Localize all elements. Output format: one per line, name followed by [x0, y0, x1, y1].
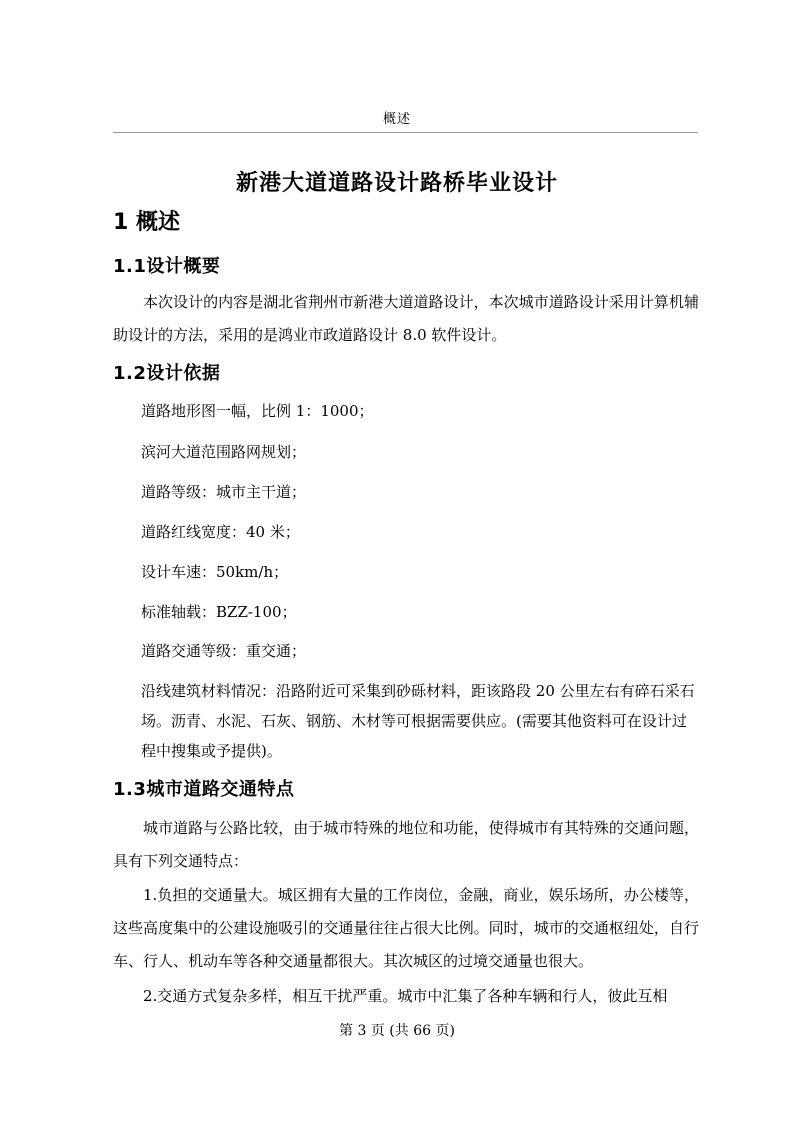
section-heading-1-2: 1.2设计依据 [113, 363, 221, 384]
section-heading-1-3: 1.3城市道路交通特点 [113, 779, 295, 800]
list-item: 道路地形图一幅，比例 1：1000； [141, 402, 374, 420]
list-item: 沿线建筑材料情况：沿路附近可采集到砂砾材料，距该路段 20 公里左右有碎石采石场。沥青、水泥、石灰、钢筋、木材等可根据需要供应。(需要其他资料可在设计过程中搜集或予提供)。 [141, 682, 695, 760]
paragraph-traffic-point-1: 1.负担的交通量大。城区拥有大量的工作岗位，金融，商业，娱乐场所，办公楼等，这些高度集中的公建设施吸引的交通量往往占很大比例。同时，城市的交通枢纽处，自行车、行人、机动车等各种交通量都很大。其次城区的过境交通量也很大。 [113, 886, 699, 970]
list-item: 滨河大道范围路网规划； [141, 443, 307, 461]
paragraph-traffic-intro: 城市道路与公路比较，由于城市特殊的地位和功能，使得城市有其特殊的交通问题，具有下列交通特点： [113, 819, 699, 870]
document-title: 新港大道道路设计路桥毕业设计 [235, 171, 558, 196]
section-heading-1-1: 1.1设计概要 [113, 256, 221, 277]
list-item: 道路红线宽度：40 米； [141, 523, 300, 541]
list-item: 标准轴载：BZZ-100； [141, 603, 297, 621]
page-footer: 第 3 页 (共 66 页) [339, 1023, 455, 1039]
paragraph-traffic-point-2: 2.交通方式复杂多样，相互干扰严重。城市中汇集了各种车辆和行人，彼此互相 [143, 987, 668, 1005]
header-divider [113, 132, 698, 133]
paragraph-design-overview: 本次设计的内容是湖北省荆州市新港大道道路设计，本次城市道路设计采用计算机辅助设计的方法，采用的是鸿业市政道路设计 8.0 软件设计。 [113, 293, 699, 344]
list-item: 道路交通等级：重交通； [141, 642, 307, 660]
page-header: 概述 [382, 112, 411, 127]
section-heading-1: 1 概述 [113, 210, 180, 235]
list-item: 设计车速：50km/h； [141, 563, 289, 581]
list-item: 道路等级：城市主干道； [141, 483, 307, 501]
